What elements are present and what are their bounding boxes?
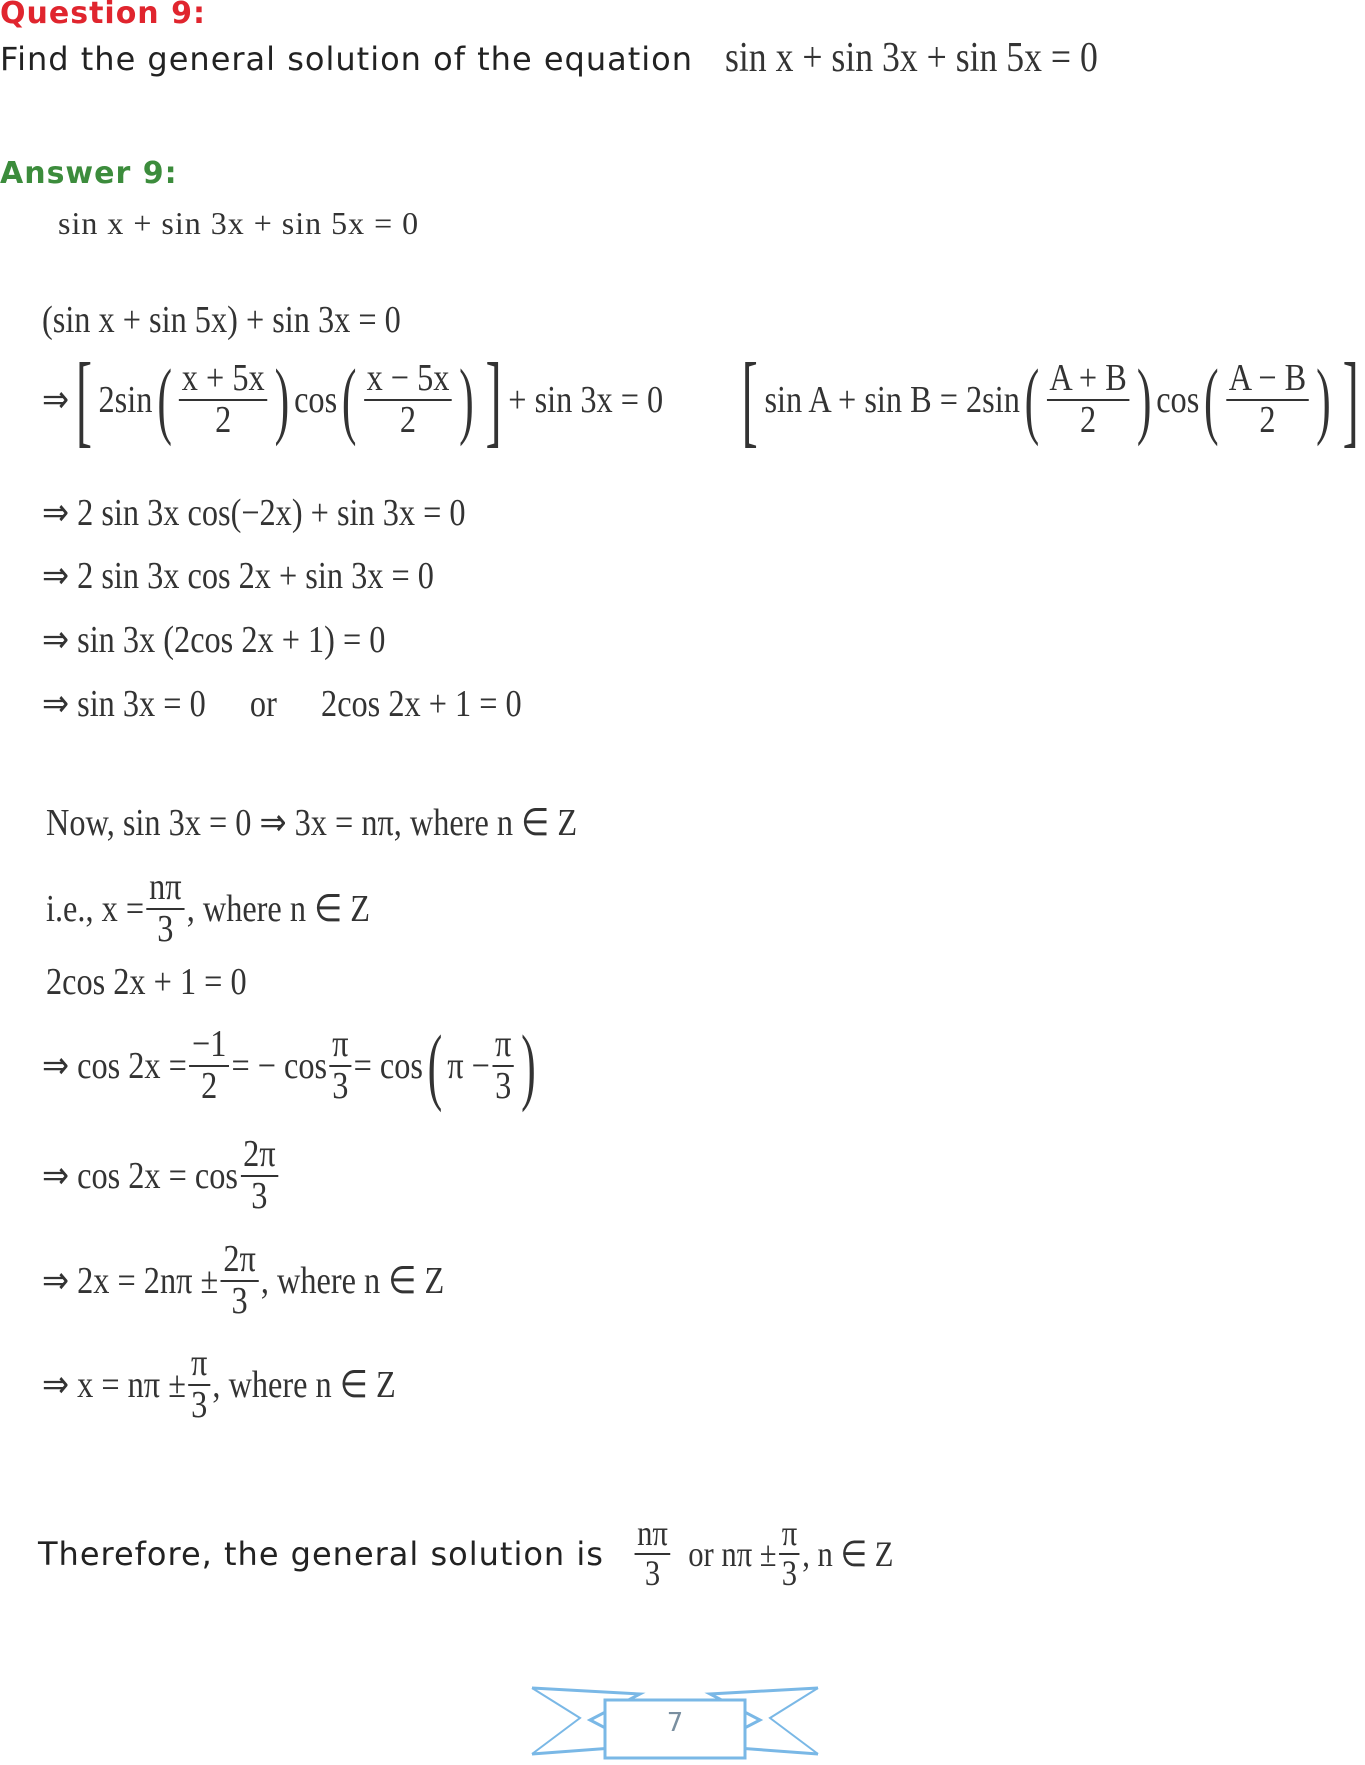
conclusion-line (38, 1515, 940, 1593)
fraction-denominator: 2 (201, 1064, 218, 1107)
right-bracket: ] (485, 342, 502, 457)
fraction-denominator: 3 (644, 1552, 661, 1593)
conclusion-math (632, 1515, 894, 1593)
fraction-n-pi-over-3 (147, 868, 185, 950)
fraction-denominator: 3 (231, 1279, 248, 1322)
fraction-numerator: π (492, 1025, 513, 1067)
fraction-numerator: A − B (1226, 359, 1309, 401)
fraction-numerator: 2π (221, 1240, 259, 1282)
ie-line (46, 868, 370, 950)
fraction-denominator: 3 (251, 1174, 268, 1217)
cos-step-4-suffix: , where n ∈ Z (212, 1364, 396, 1407)
fraction-2pi-over-3 (241, 1135, 279, 1217)
cos-equation: 2cos 2x + 1 = 0 (46, 961, 247, 1003)
right-paren: ) (274, 351, 290, 448)
fraction-numerator: −1 (189, 1025, 228, 1067)
cos-step-2 (42, 1135, 281, 1217)
fraction-pi-over-3 (330, 1025, 351, 1107)
fraction-x-plus-5x (179, 356, 267, 441)
fraction-numerator: 2π (241, 1135, 279, 1177)
left-bracket: [ (741, 342, 758, 457)
cos-step-1 (42, 1017, 541, 1114)
left-paren: ( (1024, 351, 1040, 448)
cos-step-1-inner: π − (447, 1044, 490, 1087)
page-number-ornament (530, 1680, 820, 1760)
question-equation: sin x + sin 3x + sin 5x = 0 (725, 35, 1098, 81)
answer-first-line: sin x + sin 3x + sin 5x = 0 (58, 205, 420, 241)
fraction-denominator: 3 (191, 1383, 208, 1426)
ie-suffix: , where n ∈ Z (186, 888, 371, 931)
page-number: 7 (666, 1708, 684, 1738)
fraction-denominator: 3 (332, 1064, 349, 1107)
fraction-denominator: 3 (157, 907, 174, 950)
identity-lhs: sin A + sin B = 2sin (764, 378, 1020, 421)
step-3: ⇒ 2 sin 3x cos(−2x) + sin 3x = 0 (42, 492, 466, 534)
fraction-2pi-over-3 (221, 1240, 259, 1322)
cos-step-1-b: = − cos (231, 1044, 328, 1087)
fraction-numerator: x + 5x (179, 359, 267, 401)
cos-step-2-a: ⇒ cos 2x = cos (42, 1155, 239, 1198)
question-heading: Question 9: (0, 0, 206, 31)
fraction-denominator: 2 (215, 398, 232, 441)
step-2-sin: 2sin (98, 378, 153, 421)
step-5: ⇒ sin 3x (2cos 2x + 1) = 0 (42, 619, 386, 661)
left-bracket: [ (75, 342, 92, 457)
fraction-x-minus-5x (364, 356, 452, 441)
left-paren: ( (427, 1017, 443, 1114)
fraction-numerator: nπ (147, 868, 185, 910)
fraction-denominator: 2 (1259, 398, 1276, 441)
fraction-a-minus-b (1226, 356, 1309, 441)
cos-step-1-a: ⇒ cos 2x = (42, 1045, 187, 1088)
step-4: ⇒ 2 sin 3x cos 2x + sin 3x = 0 (42, 555, 434, 597)
cos-step-1-c: = cos (353, 1044, 423, 1087)
fraction-numerator: nπ (634, 1515, 670, 1555)
fraction-denominator: 2 (399, 398, 417, 441)
left-paren: ( (342, 351, 357, 448)
right-paren: ) (459, 351, 474, 448)
fraction-numerator: A + B (1047, 359, 1130, 401)
implies-symbol: ⇒ (42, 379, 70, 422)
fraction-numerator: π (779, 1515, 800, 1555)
right-paren: ) (521, 1017, 536, 1114)
cos-step-3-a: ⇒ 2x = 2nπ ± (42, 1260, 219, 1303)
answer-heading: Answer 9: (0, 156, 178, 191)
step-6-case-b: 2cos 2x + 1 = 0 (321, 683, 522, 725)
conclusion-suffix: , n ∈ Z (802, 1533, 894, 1574)
fraction-pi-over-3 (492, 1025, 513, 1107)
question-prompt: Find the general solution of the equation (0, 40, 693, 78)
fraction-numerator: π (188, 1344, 209, 1386)
fraction-denominator: 2 (1079, 398, 1097, 441)
step-2-cos: cos (294, 378, 338, 421)
conclusion-mid: or nπ ± (688, 1533, 777, 1574)
right-paren: ) (1136, 351, 1152, 448)
cos-step-4-a: ⇒ x = nπ ± (42, 1364, 186, 1407)
fraction-pi-over-3 (779, 1515, 800, 1593)
now-line: Now, sin 3x = 0 ⇒ 3x = nπ, where n ∈ Z (46, 802, 578, 844)
step-6 (42, 681, 522, 726)
sum-to-product-identity (735, 342, 1365, 457)
fraction-n-pi-over-3 (634, 1515, 670, 1593)
fraction-denominator: 3 (781, 1552, 797, 1593)
left-paren: ( (157, 351, 172, 448)
fraction-denominator: 3 (495, 1064, 512, 1107)
step-2-tail: + sin 3x = 0 (508, 378, 664, 421)
step-6-case-a: ⇒ sin 3x = 0 (42, 683, 206, 725)
step-6-or: or (249, 683, 277, 725)
fraction-minus-one-half (189, 1025, 228, 1107)
right-bracket: ] (1342, 342, 1359, 457)
identity-cos: cos (1156, 378, 1200, 421)
ie-prefix: i.e., x = (46, 887, 145, 930)
fraction-a-plus-b (1047, 356, 1130, 441)
step-2 (42, 342, 664, 457)
left-paren: ( (1204, 351, 1219, 448)
conclusion-text: Therefore, the general solution is (38, 1534, 604, 1573)
cos-step-4 (42, 1344, 396, 1426)
fraction-numerator: π (330, 1025, 351, 1067)
fraction-numerator: x − 5x (364, 359, 452, 401)
cos-step-3 (42, 1240, 444, 1322)
right-paren: ) (1316, 351, 1331, 448)
step-1: (sin x + sin 5x) + sin 3x = 0 (42, 299, 401, 341)
cos-step-3-suffix: , where n ∈ Z (260, 1260, 445, 1303)
fraction-pi-over-3 (188, 1344, 209, 1426)
